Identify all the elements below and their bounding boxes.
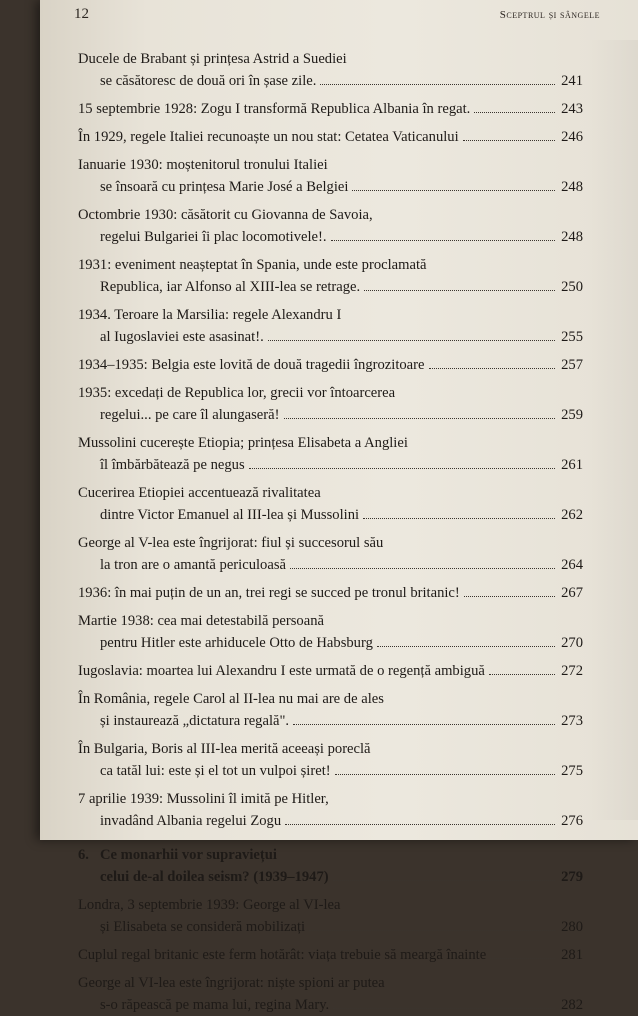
- toc-page-number: 255: [561, 329, 583, 345]
- toc-entry-line: [78, 254, 583, 276]
- toc-entry-title: Cucerirea Etiopiei accentuează rivalitatea: [78, 485, 321, 501]
- toc-entry-line: [78, 382, 583, 404]
- page-number: 12: [74, 6, 89, 22]
- toc-entry-title: George al VI-lea este îngrijorat: niște spioni ar putea: [78, 975, 385, 991]
- toc-entry-title: 15 septembrie 1928: Zogu I transformă Republica Albania în regat.: [78, 101, 471, 117]
- toc-entry: [78, 610, 583, 654]
- toc-entry-title: Mussolini cucerește Etiopia; prințesa Elisabeta a Angliei: [78, 435, 408, 451]
- toc-page-number: 257: [561, 357, 583, 373]
- toc-entry-line: [78, 866, 583, 888]
- toc-entry: [78, 254, 583, 298]
- toc-entry-title: 7 aprilie 1939: Mussolini îl imită pe Hitler,: [78, 791, 329, 807]
- toc-entry-title: 1934. Teroare la Marsilia: regele Alexandru I: [78, 307, 342, 323]
- toc-entry-line: [78, 810, 583, 832]
- toc-entry: [78, 688, 583, 732]
- toc-entry: [78, 126, 583, 148]
- toc-entry-title: Ianuarie 1930: moștenitorul tronului Italiei: [78, 157, 328, 173]
- dot-leader: [463, 140, 555, 141]
- toc-entry-line: [78, 916, 583, 938]
- toc-entry-line: [78, 894, 583, 916]
- toc-entry: [78, 48, 583, 92]
- chapter-number: 6.: [78, 847, 89, 863]
- toc-entry-title: Ce monarhii vor supraviețui: [100, 847, 277, 863]
- toc-entry-line: [78, 126, 583, 148]
- toc-entry: [78, 98, 583, 120]
- dot-leader: [290, 568, 555, 569]
- dot-leader: [249, 468, 555, 469]
- toc-entry-line: [78, 154, 583, 176]
- dot-leader: [285, 824, 555, 825]
- toc-entry-title: Ducele de Brabant și prințesa Astrid a Suediei: [78, 51, 347, 67]
- book-page: [40, 0, 638, 1013]
- toc-entry-line: [78, 844, 583, 866]
- toc-entry-title: Octombrie 1930: căsătorit cu Giovanna de Savoia,: [78, 207, 373, 223]
- toc-entry: [78, 354, 583, 376]
- toc-entry: [78, 482, 583, 526]
- toc-page-number: 246: [561, 129, 583, 145]
- toc-entry-line: [78, 432, 583, 454]
- toc-entry-title: Londra, 3 septembrie 1939: George al VI-lea: [78, 897, 341, 913]
- toc-entry-title: celui de-al doilea seism? (1939–1947): [100, 869, 329, 885]
- toc-page-number: 250: [561, 279, 583, 295]
- toc-page-number: 248: [561, 179, 583, 195]
- toc-entry: [78, 894, 583, 938]
- dot-leader: [320, 84, 555, 85]
- toc-entry-title: Republica, iar Alfonso al XIII-lea se retrage.: [100, 279, 361, 295]
- toc-entry-line: [78, 788, 583, 810]
- table-of-contents: [78, 48, 583, 1016]
- toc-entry: [78, 382, 583, 426]
- page-header: [74, 6, 638, 28]
- toc-entry: [78, 788, 583, 832]
- toc-entry-line: [78, 70, 583, 92]
- toc-entry-title: ca tatăl lui: este și el tot un vulpoi șiret!: [100, 763, 331, 779]
- toc-entry-line: [78, 326, 583, 348]
- toc-entry-title: dintre Victor Emanuel al III-lea și Mussolini: [100, 507, 360, 523]
- toc-entry-title: Cuplul regal britanic este ferm hotărât: viața trebuie să meargă înainte: [78, 947, 487, 963]
- toc-page-number: 282: [561, 997, 583, 1013]
- toc-page-number: 267: [561, 585, 583, 601]
- dot-leader: [363, 518, 555, 519]
- toc-chapter: [78, 844, 583, 888]
- toc-entry-title: și instaurează „dictatura regală".: [100, 713, 290, 729]
- toc-entry-line: [78, 610, 583, 632]
- toc-page-number: 241: [561, 73, 583, 89]
- toc-entry-title: În România, regele Carol al II-lea nu mai are de ales: [78, 691, 384, 707]
- toc-entry-title: se însoară cu prințesa Marie José a Belgiei: [100, 179, 349, 195]
- toc-entry-line: [78, 738, 583, 760]
- toc-entry-title: 1934–1935: Belgia este lovită de două tragedii îngrozitoare: [78, 357, 425, 373]
- running-title: Sceptrul și sângele: [499, 9, 600, 21]
- toc-entry-title: îl îmbărbătează pe negus: [100, 457, 245, 473]
- toc-page-number: 262: [561, 507, 583, 523]
- dot-leader: [333, 880, 555, 881]
- dot-leader: [364, 290, 555, 291]
- toc-entry-title: s-o răpească pe mama lui, regina Mary.: [100, 997, 330, 1013]
- dot-leader: [464, 596, 555, 597]
- toc-page-number: 272: [561, 663, 583, 679]
- toc-entry-title: invadând Albania regelui Zogu: [100, 813, 282, 829]
- toc-page-number: 279: [561, 869, 583, 885]
- toc-entry-line: [78, 276, 583, 298]
- toc-entry-line: [78, 944, 583, 966]
- toc-entry-line: [78, 454, 583, 476]
- toc-entry-line: [78, 582, 583, 604]
- toc-entry-line: [78, 554, 583, 576]
- toc-entry-line: [78, 482, 583, 504]
- dot-leader: [335, 774, 556, 775]
- toc-page-number: 243: [561, 101, 583, 117]
- toc-entry: [78, 660, 583, 682]
- dot-leader: [309, 930, 555, 931]
- toc-entry: [78, 532, 583, 576]
- toc-page-number: 281: [561, 947, 583, 963]
- toc-entry-line: [78, 710, 583, 732]
- toc-page-number: 261: [561, 457, 583, 473]
- toc-entry-title: al Iugoslaviei este asasinat!.: [100, 329, 264, 345]
- toc-entry: [78, 154, 583, 198]
- toc-entry: [78, 304, 583, 348]
- toc-page-number: 280: [561, 919, 583, 935]
- facing-page-bleed: [588, 40, 638, 820]
- dot-leader: [377, 646, 555, 647]
- dot-leader: [489, 674, 555, 675]
- toc-entry-title: și Elisabeta se consideră mobilizați: [100, 919, 306, 935]
- toc-entry-line: [78, 204, 583, 226]
- toc-entry-line: [78, 660, 583, 682]
- toc-entry-line: [78, 48, 583, 70]
- toc-page-number: 259: [561, 407, 583, 423]
- toc-entry-title: la tron are o amantă periculoasă: [100, 557, 286, 573]
- toc-page-number: 275: [561, 763, 583, 779]
- toc-page-number: 273: [561, 713, 583, 729]
- dot-leader: [490, 958, 555, 959]
- toc-entry: [78, 944, 583, 966]
- dot-leader: [293, 724, 555, 725]
- toc-entry-line: [78, 688, 583, 710]
- dot-leader: [268, 340, 555, 341]
- toc-entry-line: [78, 532, 583, 554]
- toc-page-number: 270: [561, 635, 583, 651]
- toc-entry-line: [78, 98, 583, 120]
- toc-entry-line: [78, 176, 583, 198]
- toc-entry-line: [78, 632, 583, 654]
- dot-leader: [331, 240, 556, 241]
- dot-leader: [474, 112, 555, 113]
- toc-entry-line: [78, 994, 583, 1016]
- toc-entry: [78, 432, 583, 476]
- toc-entry-line: [78, 404, 583, 426]
- toc-entry-title: Martie 1938: cea mai detestabilă persoană: [78, 613, 324, 629]
- toc-entry: [78, 738, 583, 782]
- toc-entry-title: pentru Hitler este arhiducele Otto de Habsburg: [100, 635, 373, 651]
- toc-entry: [78, 582, 583, 604]
- toc-entry-title: regelui... pe care îl alungaseră!: [100, 407, 280, 423]
- toc-entry-title: În 1929, regele Italiei recunoaște un nou stat: Cetatea Vaticanului: [78, 129, 459, 145]
- toc-entry-title: Iugoslavia: moartea lui Alexandru I este urmată de o regență ambiguă: [78, 663, 485, 679]
- toc-entry-title: 1935: excedați de Republica lor, grecii vor întoarcerea: [78, 385, 396, 401]
- dot-leader: [352, 190, 555, 191]
- toc-entry-title: regelui Bulgariei îi plac locomotivele!.: [100, 229, 327, 245]
- toc-entry-title: 1931: eveniment neașteptat în Spania, unde este proclamată: [78, 257, 427, 273]
- dot-leader: [333, 1008, 555, 1009]
- toc-entry: [78, 972, 583, 1016]
- toc-page-number: 248: [561, 229, 583, 245]
- toc-entry-line: [78, 972, 583, 994]
- toc-entry-title: În Bulgaria, Boris al III-lea merită aceeași poreclă: [78, 741, 371, 757]
- toc-entry-line: [78, 354, 583, 376]
- toc-entry-line: [78, 226, 583, 248]
- toc-entry-line: [78, 504, 583, 526]
- dot-leader: [429, 368, 556, 369]
- toc-entry: [78, 204, 583, 248]
- toc-page-number: 264: [561, 557, 583, 573]
- toc-entry-title: George al V-lea este îngrijorat: fiul și succesorul său: [78, 535, 384, 551]
- dot-leader: [284, 418, 556, 419]
- toc-entry-title: 1936: în mai puțin de un an, trei regi se succed pe tronul britanic!: [78, 585, 460, 601]
- toc-page-number: 276: [561, 813, 583, 829]
- toc-entry-line: [78, 760, 583, 782]
- toc-entry-title: se căsătoresc de două ori în șase zile.: [100, 73, 317, 89]
- toc-entry-line: [78, 304, 583, 326]
